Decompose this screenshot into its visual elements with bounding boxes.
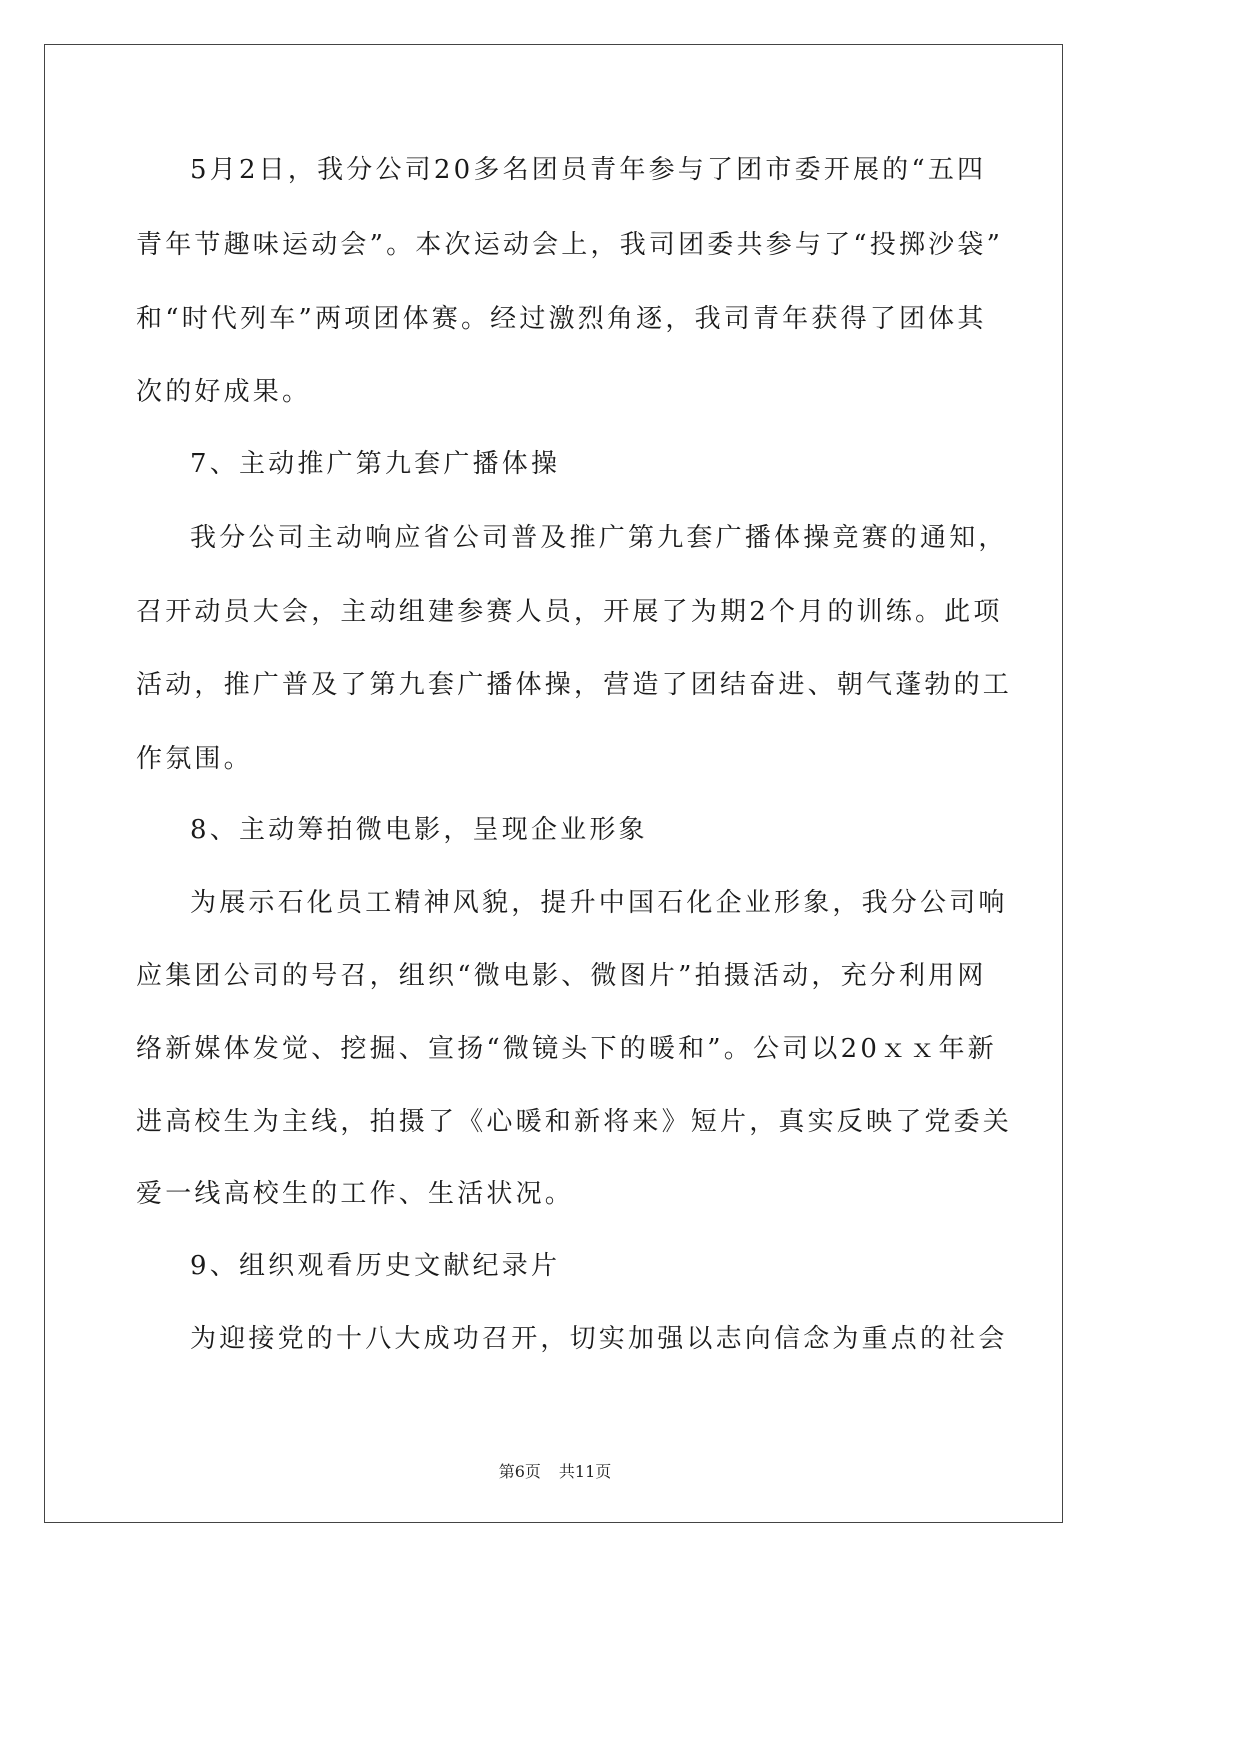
paragraph-line: 青年节趣味运动会”。本次运动会上，我司团委共参与了“投掷沙袋” — [136, 230, 1004, 260]
page-footer — [0, 1462, 1110, 1482]
paragraph-line: 我分公司主动响应省公司普及推广第九套广播体操竞赛的通知， — [190, 523, 1008, 553]
page-number: 第6页 — [498, 1462, 541, 1481]
section-heading: 9、组织观看历史文献纪录片 — [190, 1251, 561, 1281]
paragraph-line: 应集团公司的号召，组织“微电影、微图片”拍摄活动，充分利用网 — [136, 961, 987, 991]
section-heading: 8、主动筹拍微电影，呈现企业形象 — [190, 815, 648, 845]
paragraph-line: 作氛围。 — [136, 744, 253, 774]
paragraph-line: 为展示石化员工精神风貌，提升中国石化企业形象，我分公司响 — [190, 888, 1008, 918]
paragraph-line: 和“时代列车”两项团体赛。经过激烈角逐，我司青年获得了团体其 — [136, 304, 987, 334]
paragraph-line: 次的好成果。 — [136, 377, 312, 407]
paragraph-line: 为迎接党的十八大成功召开，切实加强以志向信念为重点的社会 — [190, 1324, 1008, 1354]
paragraph-line: 络新媒体发觉、挖掘、宣扬“微镜头下的暖和”。公司以20ｘｘ年新 — [136, 1034, 997, 1064]
paragraph-line: 召开动员大会，主动组建参赛人员，开展了为期2个月的训练。此项 — [136, 597, 1003, 627]
section-heading: 7、主动推广第九套广播体操 — [190, 449, 561, 479]
paragraph-line: 活动，推广普及了第九套广播体操，营造了团结奋进、朝气蓬勃的工 — [136, 670, 1013, 700]
page-total: 共11页 — [558, 1462, 612, 1481]
paragraph-line: 5月2日，我分公司20多名团员青年参与了团市委开展的“五四 — [190, 155, 987, 185]
paragraph-line: 爱一线高校生的工作、生活状况。 — [136, 1179, 575, 1209]
paragraph-line: 进高校生为主线，拍摄了《心暖和新将来》短片，真实反映了党委关 — [136, 1107, 1013, 1137]
page-border — [44, 44, 1063, 1523]
